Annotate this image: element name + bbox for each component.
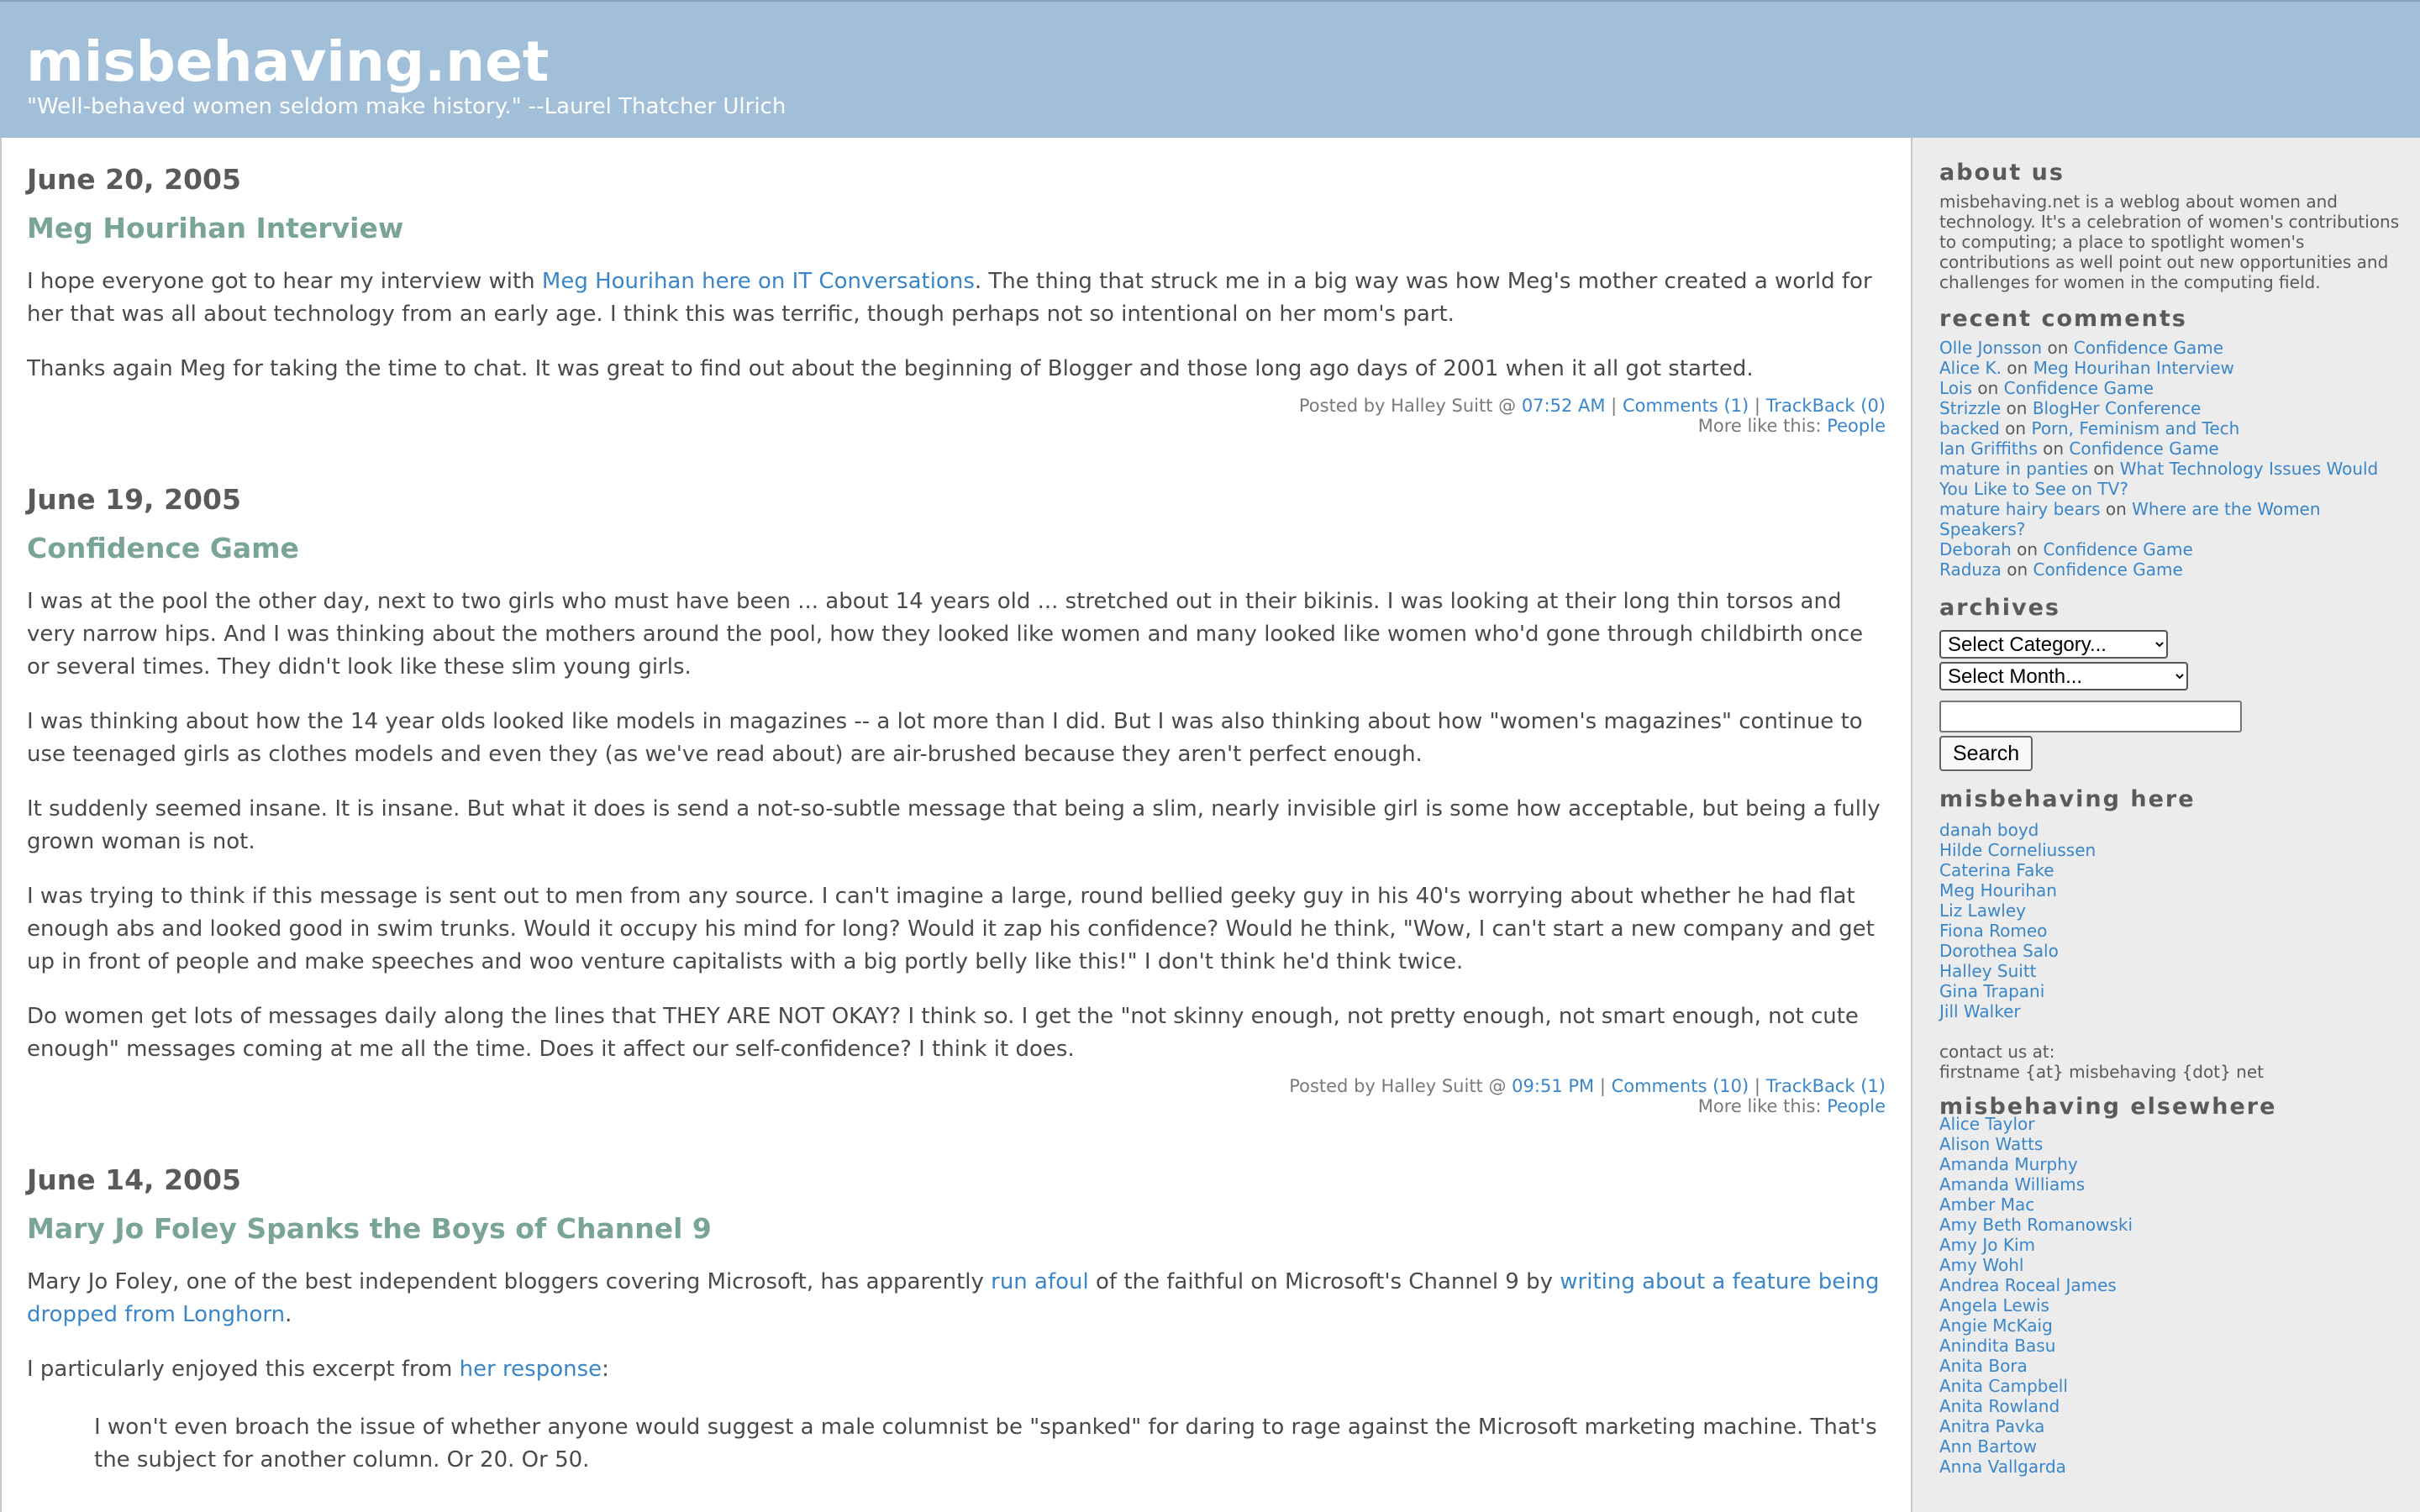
- text: . The thing that struck me in a big way was how Meg's mother created a world for her that was all about technology from an early age. I think this was terrific, though perhaps not so intentional on her mom's part.: [27, 269, 1872, 327]
- elsewhere-link[interactable]: Anna Vallgarda: [1939, 1457, 2066, 1477]
- elsewhere-item: [1939, 1315, 2403, 1336]
- post-footer: Posted by Halley Suitt @ 09:51 PM | Comments (10) | TrackBack (1) More like this: People: [1289, 1076, 1886, 1116]
- elsewhere-link[interactable]: Anita Campbell: [1939, 1376, 2068, 1396]
- entry-paragraph: Thanks again Meg for taking the time to chat. It was great to find out about the beginning of Blogger and those long ago days of 2001 when it all got started.: [27, 356, 1754, 381]
- entry-paragraph: [27, 265, 1886, 331]
- comment-author-link[interactable]: Strizzle: [1939, 398, 2002, 418]
- blockquote: I won't even broach the issue of whether anyone would suggest a male columnist be "spanked" for daring to rage against the Microsoft marketing machine. That's the subject for another column. Or 20. Or 50.: [94, 1415, 1877, 1473]
- recent-comment-item: [1939, 338, 2403, 358]
- entry-mary-jo-foley: [27, 1116, 1886, 1477]
- member-link[interactable]: Dorothea Salo: [1939, 941, 2059, 961]
- date-header: June 20, 2005: [27, 163, 241, 196]
- elsewhere-link[interactable]: Anitra Pavka: [1939, 1416, 2045, 1436]
- recent-comment-item: [1939, 358, 2403, 378]
- category-link[interactable]: People: [1827, 416, 1886, 436]
- misbehaving-elsewhere-heading: misbehaving elsewhere: [1939, 1094, 2277, 1120]
- posted-by: Posted by Halley Suitt @: [1298, 396, 1522, 416]
- comment-post-link[interactable]: Confidence Game: [2003, 378, 2154, 398]
- comment-post-link[interactable]: Meg Hourihan Interview: [2033, 358, 2234, 378]
- misbehaving-elsewhere-section: [1939, 1094, 2403, 1477]
- member-link[interactable]: Gina Trapani: [1939, 981, 2045, 1001]
- misbehaving-here-heading: misbehaving here: [1939, 786, 2196, 812]
- member-item: [1939, 880, 2403, 900]
- entry-title: Mary Jo Foley Spanks the Boys of Channel 9: [27, 1212, 712, 1245]
- on-text: on: [2011, 539, 2044, 559]
- more-like-this: More like this:: [1697, 1096, 1828, 1116]
- elsewhere-link[interactable]: Amy Jo Kim: [1939, 1235, 2036, 1255]
- elsewhere-item: [1939, 1134, 2403, 1154]
- on-text: on: [2042, 338, 2074, 358]
- elsewhere-item: [1939, 1336, 2403, 1356]
- member-link[interactable]: Fiona Romeo: [1939, 921, 2048, 941]
- comment-author-link[interactable]: mature hairy bears: [1939, 499, 2101, 519]
- text: I hope everyone got to hear my interview with: [27, 269, 542, 294]
- comment-author-link[interactable]: mature in panties: [1939, 459, 2089, 479]
- elsewhere-item: [1939, 1356, 2403, 1376]
- comment-post-link[interactable]: Porn, Feminism and Tech: [2031, 418, 2240, 438]
- contact-email: firstname {at} misbehaving {dot} net: [1939, 1062, 2264, 1082]
- comment-post-link[interactable]: Confidence Game: [2043, 539, 2193, 559]
- entry-paragraph: Do women get lots of messages daily along the lines that THEY ARE NOT OKAY? I think so. I get the "not skinny enough, not pretty enough, not smart enough, not cute enough" messages coming at me all the time. Does it affect our self-confidence? I think it does.: [27, 1004, 1859, 1062]
- about-text: misbehaving.net is a weblog about women and technology. It's a celebration of women's contributions to computing; a place to spotlight women's contributions as well point out new opportunities and challenges for women in the computing field.: [1939, 192, 2400, 292]
- elsewhere-item: [1939, 1295, 2403, 1315]
- on-text: on: [2088, 459, 2120, 479]
- member-item: [1939, 981, 2403, 1001]
- recent-comments-list: [1939, 338, 2403, 580]
- entry-title: Confidence Game: [27, 532, 299, 564]
- elsewhere-link[interactable]: Amanda Williams: [1939, 1174, 2086, 1194]
- recent-comment-item: [1939, 438, 2403, 459]
- trackback-link[interactable]: TrackBack (1): [1765, 1076, 1886, 1096]
- comment-author-link[interactable]: Olle Jonsson: [1939, 338, 2043, 358]
- on-text: on: [2001, 559, 2033, 580]
- text: of the faithful on Microsoft's Channel 9 by: [1088, 1269, 1560, 1294]
- sidebar: [1912, 138, 2420, 1512]
- member-link[interactable]: Liz Lawley: [1939, 900, 2027, 921]
- entry-paragraph: I was at the pool the other day, next to two girls who must have been ... about 14 years old ... stretched out in their bikinis. I was looking at their long thin torsos and very narrow hips. And I was thinking about the mothers around the pool, how they looked like women and many looked like women who'd gone through childbirth once or several times. They didn't look like these slim young girls.: [27, 589, 1864, 680]
- elsewhere-link[interactable]: Anita Bora: [1939, 1356, 2028, 1376]
- elsewhere-link[interactable]: Alison Watts: [1939, 1134, 2044, 1154]
- date-header: June 19, 2005: [27, 483, 241, 516]
- archives-section: [1939, 595, 2403, 771]
- link-writing-about-feature[interactable]: writing about a feature being dropped from Longhorn: [27, 1269, 1880, 1327]
- link-meg-hourihan-interview[interactable]: Meg Hourihan here on IT Conversations: [541, 269, 975, 294]
- member-link[interactable]: Meg Hourihan: [1939, 880, 2057, 900]
- elsewhere-item: [1939, 1255, 2403, 1275]
- category-select[interactable]: [1939, 630, 2168, 659]
- category-link[interactable]: People: [1827, 1096, 1886, 1116]
- on-text: on: [2001, 358, 2033, 378]
- on-text: on: [2100, 499, 2133, 519]
- posted-by: Posted by Halley Suitt @: [1289, 1076, 1512, 1096]
- site-tagline: "Well-behaved women seldom make history." --Laurel Thatcher Ulrich: [27, 94, 786, 119]
- recent-comments-section: [1939, 306, 2403, 580]
- elsewhere-item: [1939, 1174, 2403, 1194]
- member-item: [1939, 820, 2403, 840]
- comment-author-link[interactable]: Deborah: [1939, 539, 2012, 559]
- on-text: on: [2001, 398, 2033, 418]
- misbehaving-here-section: [1939, 786, 2403, 1082]
- elsewhere-link[interactable]: Amber Mac: [1939, 1194, 2035, 1215]
- elsewhere-list: [1939, 1114, 2403, 1477]
- link-run-afoul[interactable]: run afoul: [991, 1269, 1089, 1294]
- member-item: [1939, 921, 2403, 941]
- comment-post-link[interactable]: Where are the Women Speakers?: [1939, 499, 2321, 539]
- comment-post-link[interactable]: Confidence Game: [2069, 438, 2219, 459]
- entry-body: [27, 265, 1886, 386]
- elsewhere-link[interactable]: Angie McKaig: [1939, 1315, 2053, 1336]
- about-heading: about us: [1939, 160, 2065, 186]
- trackback-link[interactable]: TrackBack (0): [1765, 396, 1886, 416]
- elsewhere-item: [1939, 1457, 2403, 1477]
- member-link[interactable]: danah boyd: [1939, 820, 2039, 840]
- entry-paragraph: [27, 1353, 1886, 1386]
- permalink-time[interactable]: 09:51 PM: [1512, 1076, 1595, 1096]
- elsewhere-link[interactable]: Amy Wohl: [1939, 1255, 2024, 1275]
- comments-link[interactable]: Comments (1): [1622, 396, 1749, 416]
- elsewhere-link[interactable]: Angela Lewis: [1939, 1295, 2049, 1315]
- entry-body: [27, 585, 1886, 1066]
- text: I particularly enjoyed this excerpt from: [27, 1357, 460, 1382]
- entry-body: [27, 1266, 1886, 1477]
- date-header: June 14, 2005: [27, 1163, 241, 1196]
- comment-post-link[interactable]: Confidence Game: [2073, 338, 2224, 358]
- member-item: [1939, 900, 2403, 921]
- about-section: [1939, 160, 2403, 292]
- elsewhere-item: [1939, 1154, 2403, 1174]
- post-footer: Posted by Halley Suitt @ 07:52 AM | Comments (1) | TrackBack (0) More like this: People: [1298, 396, 1886, 436]
- entry-paragraph: I was thinking about how the 14 year olds looked like models in magazines -- a lot more than I did. But I was also thinking about how "women's magazines" continue to use teenaged girls as clothes models and even they (as we've read about) are air-brushed because they aren't perfect enough.: [27, 709, 1863, 767]
- elsewhere-item: [1939, 1235, 2403, 1255]
- recent-comment-item: [1939, 398, 2403, 418]
- month-select[interactable]: [1939, 662, 2188, 690]
- entry-paragraph: It suddenly seemed insane. It is insane. But what it does is send a not-so-subtle message that being a slim, nearly invisible girl is some how acceptable, but being a fully grown woman is not.: [27, 796, 1881, 854]
- elsewhere-link[interactable]: Andrea Roceal James: [1939, 1275, 2117, 1295]
- search-input[interactable]: [1939, 701, 2242, 732]
- main-content: [0, 138, 1912, 1512]
- member-list: [1939, 820, 2403, 1021]
- comments-link[interactable]: Comments (10): [1611, 1076, 1749, 1096]
- entry-meg-hourihan: [27, 138, 1886, 436]
- recent-comment-item: [1939, 378, 2403, 398]
- member-link[interactable]: Caterina Fake: [1939, 860, 2054, 880]
- comment-author-link[interactable]: Alice K.: [1939, 358, 2002, 378]
- member-item: [1939, 840, 2403, 860]
- elsewhere-link[interactable]: Amy Beth Romanowski: [1939, 1215, 2133, 1235]
- comment-post-link[interactable]: What Technology Issues Would You Like to See on TV?: [1939, 459, 2379, 499]
- member-item: [1939, 860, 2403, 880]
- elsewhere-link[interactable]: Ann Bartow: [1939, 1436, 2038, 1457]
- site-title[interactable]: misbehaving.net: [26, 29, 550, 94]
- elsewhere-item: [1939, 1396, 2403, 1416]
- comment-post-link[interactable]: BlogHer Conference: [2032, 398, 2202, 418]
- recent-comment-item: [1939, 499, 2403, 539]
- elsewhere-item: [1939, 1215, 2403, 1235]
- text: :: [602, 1357, 609, 1382]
- elsewhere-link[interactable]: Anindita Basu: [1939, 1336, 2056, 1356]
- comment-author-link[interactable]: Raduza: [1939, 559, 2002, 580]
- recent-comment-item: [1939, 459, 2403, 499]
- elsewhere-link[interactable]: Alice Taylor: [1939, 1114, 2035, 1134]
- search-button[interactable]: Search: [1939, 736, 2033, 771]
- on-text: on: [1999, 418, 2032, 438]
- member-link[interactable]: Halley Suitt: [1939, 961, 2037, 981]
- site-banner: [0, 0, 2420, 138]
- comment-author-link[interactable]: backed: [1939, 418, 2000, 438]
- elsewhere-item: [1939, 1436, 2403, 1457]
- recent-comment-item: [1939, 559, 2403, 580]
- on-text: on: [1972, 378, 2004, 398]
- link-her-response[interactable]: her response: [459, 1357, 602, 1382]
- text: Mary Jo Foley, one of the best independent bloggers covering Microsoft, has apparently: [27, 1269, 992, 1294]
- elsewhere-link[interactable]: Amanda Murphy: [1939, 1154, 2078, 1174]
- entry-paragraph: I was trying to think if this message is sent out to men from any source. I can't imagine a large, round bellied geeky guy in his 40's worrying about whether he had flat enough abs and looked good in swim trunks. Would it occupy his mind for long? Would it zap his confidence? Would he think, "Wow, I can't start a new company and get up in front of people and make speeches and woo venture capitalists with a big portly belly like this!" I don't think he'd think twice.: [27, 884, 1875, 974]
- entry-title: Meg Hourihan Interview: [27, 212, 404, 244]
- elsewhere-link[interactable]: Anita Rowland: [1939, 1396, 2060, 1416]
- elsewhere-item: [1939, 1275, 2403, 1295]
- permalink-time[interactable]: 07:52 AM: [1521, 396, 1606, 416]
- member-link[interactable]: Jill Walker: [1939, 1001, 2021, 1021]
- more-like-this: More like this:: [1697, 416, 1828, 436]
- recent-comments-heading: recent comments: [1939, 306, 2187, 332]
- member-item: [1939, 1001, 2403, 1021]
- comment-author-link[interactable]: Ian Griffiths: [1939, 438, 2038, 459]
- recent-comment-item: [1939, 418, 2403, 438]
- member-item: [1939, 961, 2403, 981]
- comment-post-link[interactable]: Confidence Game: [2033, 559, 2183, 580]
- elsewhere-item: [1939, 1194, 2403, 1215]
- member-item: [1939, 941, 2403, 961]
- entry-paragraph: [27, 1266, 1886, 1331]
- recent-comment-item: [1939, 539, 2403, 559]
- member-link[interactable]: Hilde Corneliussen: [1939, 840, 2096, 860]
- archives-heading: archives: [1939, 595, 2060, 621]
- entry-confidence-game: [27, 436, 1886, 1116]
- comment-author-link[interactable]: Lois: [1939, 378, 1973, 398]
- on-text: on: [2037, 438, 2070, 459]
- text: .: [285, 1302, 292, 1327]
- elsewhere-item: [1939, 1416, 2403, 1436]
- contact-label: contact us at:: [1939, 1042, 2055, 1062]
- elsewhere-item: [1939, 1376, 2403, 1396]
